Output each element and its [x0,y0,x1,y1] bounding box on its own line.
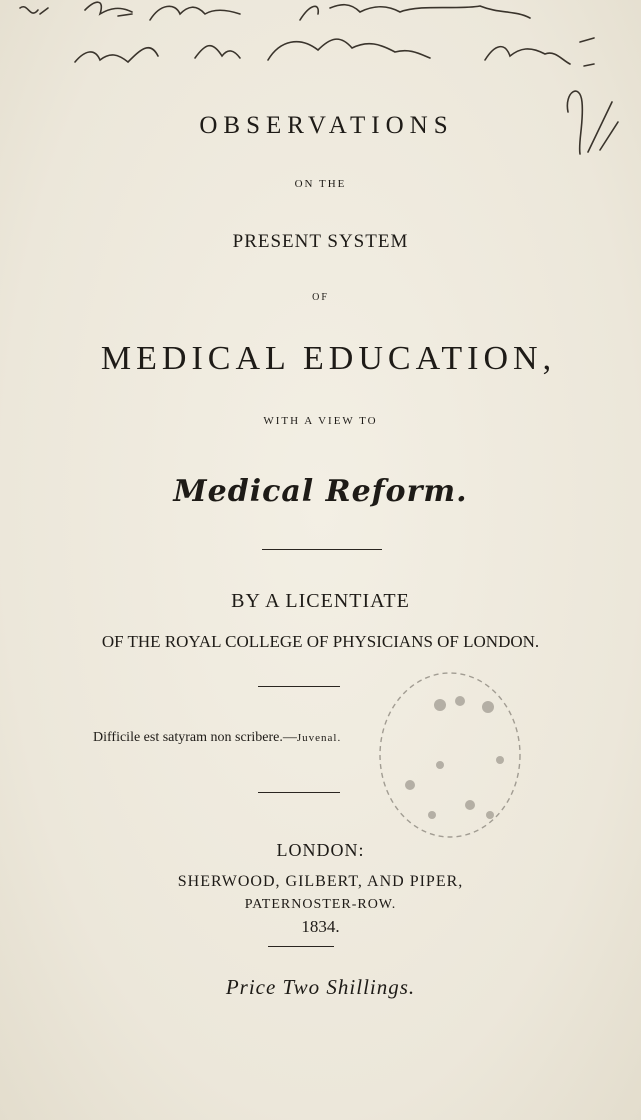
author-by-line: BY A LICENTIATE [231,590,410,612]
divider-rule [262,549,382,550]
epigraph-author: Juvenal. [296,732,342,744]
title-of: OF [312,292,329,303]
epigraph-text: Difficile est satyram non scribere.— [93,730,297,745]
year-rule [268,946,334,947]
epigraph [93,730,341,746]
title-observations: OBSERVATIONS [199,112,454,139]
title-on-the: ON THE [294,178,347,190]
library-stamp [370,665,540,845]
motto-top-rule [258,686,340,687]
imprint-address: PATERNOSTER-ROW. [244,897,397,912]
price-line: Price Two Shillings. [225,975,416,999]
motto-bottom-rule [258,792,340,793]
title-present-system: PRESENT SYSTEM [232,231,409,252]
imprint-city: LONDON: [276,840,365,860]
subtitle-medical-reform: Medical Reform. [173,474,468,509]
imprint-publisher: SHERWOOD, GILBERT, AND PIPER, [177,873,464,890]
handwritten-inscription [0,0,641,110]
imprint-year: 1834. [301,917,340,936]
title-medical-education: MEDICAL EDUCATION, [100,340,557,377]
author-college-line: OF THE ROYAL COLLEGE OF PHYSICIANS OF LONDON. [101,632,540,651]
subtitle-with-a-view-to: WITH A VIEW TO [263,415,378,427]
